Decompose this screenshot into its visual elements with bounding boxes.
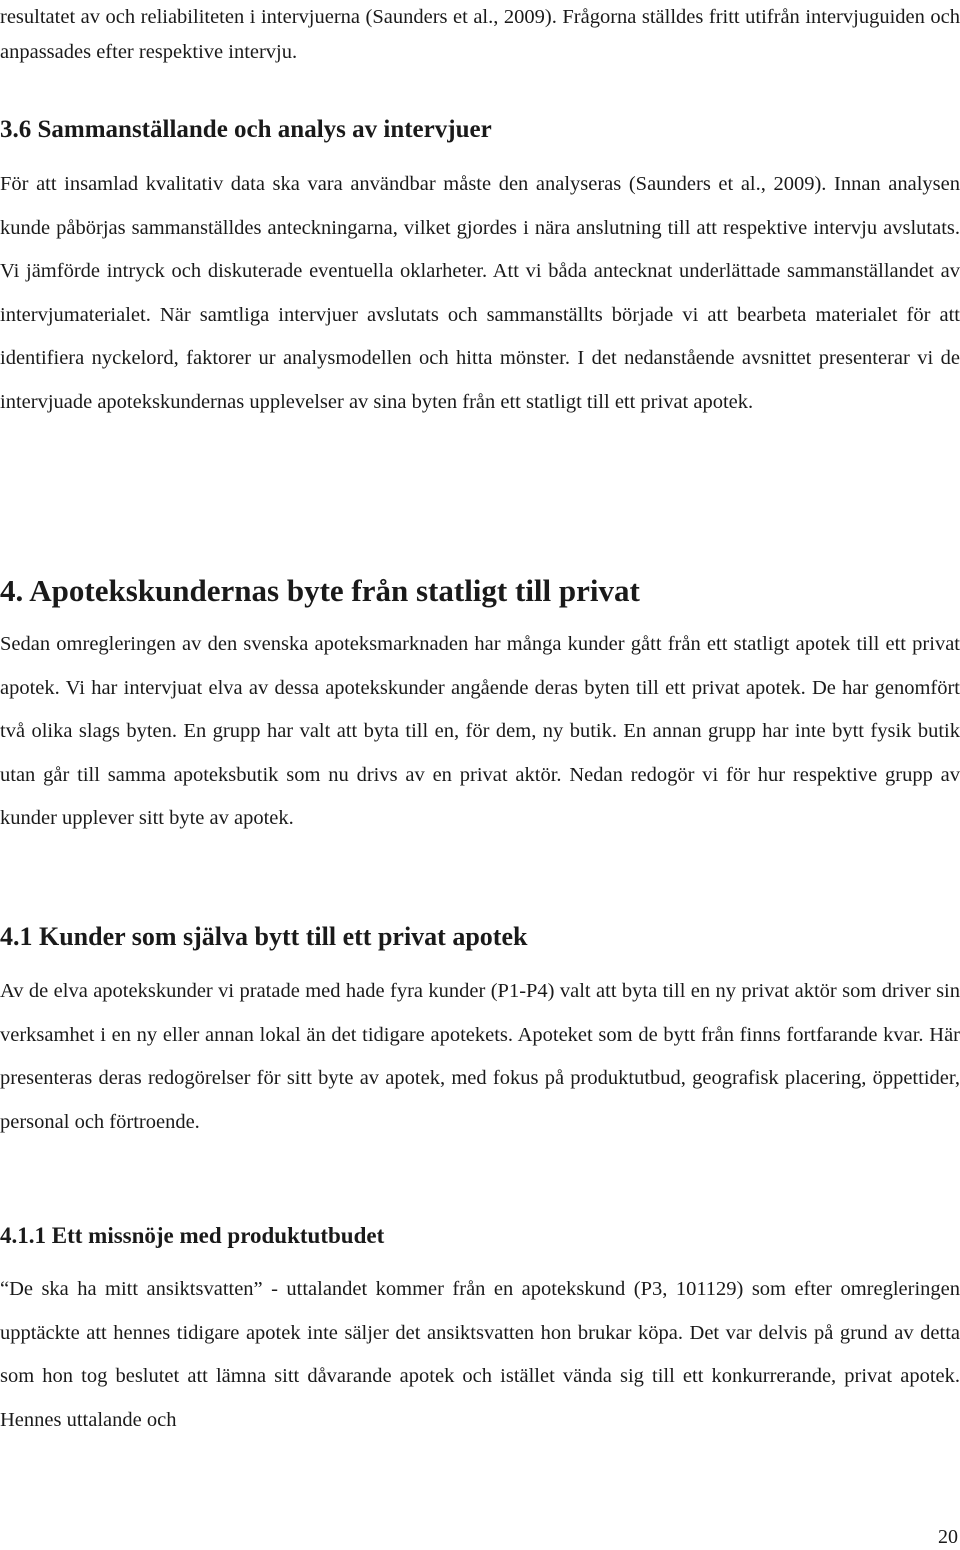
- section-4-1-1-paragraph: “De ska ha mitt ansiktsvatten” - uttalandet kommer från en apotekskund (P3, 101129) som efter omregleringen upptäckte att hennes tidigare apotek inte säljer det ansiktsvatten hon brukar köpa. Det var delvis på grund av detta som hon tog beslutet att lämna sitt dåvarande apotek och istället vända sig till ett konkurrerande, privat apotek. Hennes uttalande och: [0, 1278, 960, 1431]
- section-4-1-heading: 4.1 Kunder som själva bytt till ett privat apotek: [0, 922, 528, 951]
- section-4-1-paragraph: Av de elva apotekskunder vi pratade med hade fyra kunder (P1-P4) valt att byta till en ny privat aktör som driver sin verksamhet i en ny eller annan lokal än det tidigare apotekets. Apoteket som de bytt från finns fortfarande kvar. Här presenteras deras redogörelser för sitt byte av apotek, med fokus på produktutbud, geografisk placering, öppettider, personal och förtroende.: [0, 980, 960, 1133]
- section-3-6-heading: 3.6 Sammanställande och analys av intervjuer: [0, 116, 492, 143]
- section-4-1-1-heading: 4.1.1 Ett missnöje med produktutbudet: [0, 1223, 385, 1248]
- section-3-6-paragraph: För att insamlad kvalitativ data ska vara användbar måste den analyseras (Saunders et al., 2009). Innan analysen kunde påbörjas sammanställdes anteckningarna, vilket gjordes i nära anslutning till att respektive intervju avslutats. Vi jämförde intryck och diskuterade eventuella oklarheter. Att vi båda antecknat underlättade sammanställandet av intervjumaterialet. När samtliga intervjuer avslutats och sammanställts började vi att bearbeta materialet för att identifiera nyckelord, faktorer ur analysmodellen och hitta mönster. I det nedanstående avsnittet presenterar vi de intervjuade apotekskundernas upplevelser av sina byten från ett statligt till ett privat apotek.: [0, 173, 960, 413]
- intro-continuation-paragraph: resultatet av och reliabiliteten i intervjuerna (Saunders et al., 2009). Frågorna ställdes fritt utifrån intervjuguiden och anpassades efter respektive intervju.: [0, 6, 960, 63]
- page-number: 20: [938, 1526, 958, 1548]
- section-4-paragraph: Sedan omregleringen av den svenska apoteksmarknaden har många kunder gått från ett statligt apotek till ett privat apotek. Vi har intervjuat elva av dessa apotekskunder angående deras byten till ett privat apotek. De har genomfört två olika slags byten. En grupp har valt att byta till en, för dem, ny butik. En annan grupp har inte bytt fysik butik utan går till samma apoteksbutik som nu drivs av en privat aktör. Nedan redogör vi för hur respektive grupp av kunder upplever sitt byte av apotek.: [0, 633, 960, 830]
- section-4-heading: 4. Apotekskundernas byte från statligt till privat: [0, 573, 640, 608]
